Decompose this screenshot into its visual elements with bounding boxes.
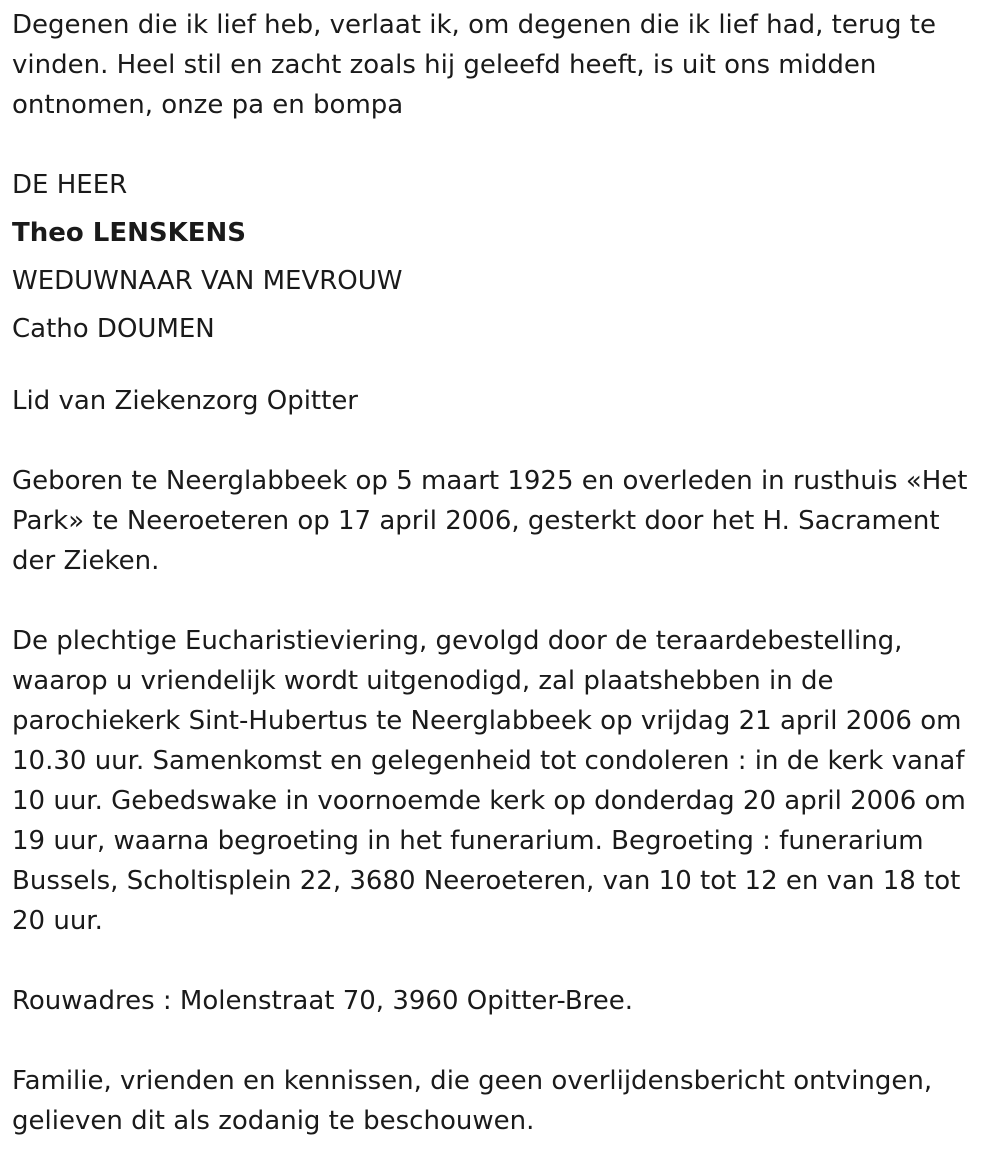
ceremony-paragraph: De plechtige Eucharistieviering, gevolgd door de teraardebestelling, waarop u vriendelijk wordt uitgenodigd, zal plaatshebben in de parochiekerk Sint-Hubertus te Neerglabbeek op vrijdag 21 april 2006 om 10.30 uur. Samenkomst en gelegenheid tot condoleren : in de kerk vanaf 10 uur. Gebedswake in voornoemde kerk op donderdag 20 april 2006 om 19 uur, waarna begroeting in het funerarium. Begroeting : funerarium Bussels, Scholtisplein 22, 3680 Neeroeteren, van 10 tot 12 en van 18 tot 20 uur.	[12, 626, 966, 936]
address-line: Rouwadres : Molenstraat 70, 3960 Opitter-Bree.	[12, 986, 634, 1016]
spacer	[12, 941, 987, 981]
spouse-name: Catho DOUMEN	[12, 314, 215, 344]
spacer	[12, 1021, 987, 1061]
spacer	[12, 581, 987, 621]
title-line: DE HEER	[12, 170, 128, 200]
intro-paragraph: Degenen die ik lief heb, verlaat ik, om degenen die ik lief had, terug te vinden. Heel stil en zacht zoals hij geleefd heeft, is uit ons midden ontnomen, onze pa en bompa	[12, 10, 936, 120]
deceased-block	[12, 161, 987, 353]
death-notice	[12, 5, 987, 1141]
birth-death-paragraph: Geboren te Neerglabbeek op 5 maart 1925 en overleden in rusthuis «Het Park» te Neeroeteren op 17 april 2006, gesterkt door het H. Sacrament der Zieken.	[12, 466, 968, 576]
spacer	[12, 421, 987, 461]
closing-paragraph: Familie, vrienden en kennissen, die geen overlijdensbericht ontvingen, gelieven dit als zodanig te beschouwen.	[12, 1066, 933, 1136]
deceased-name: Theo LENSKENS	[12, 218, 246, 248]
relation-line: WEDUWNAAR VAN MEVROUW	[12, 266, 403, 296]
membership-line: Lid van Ziekenzorg Opitter	[12, 386, 358, 416]
